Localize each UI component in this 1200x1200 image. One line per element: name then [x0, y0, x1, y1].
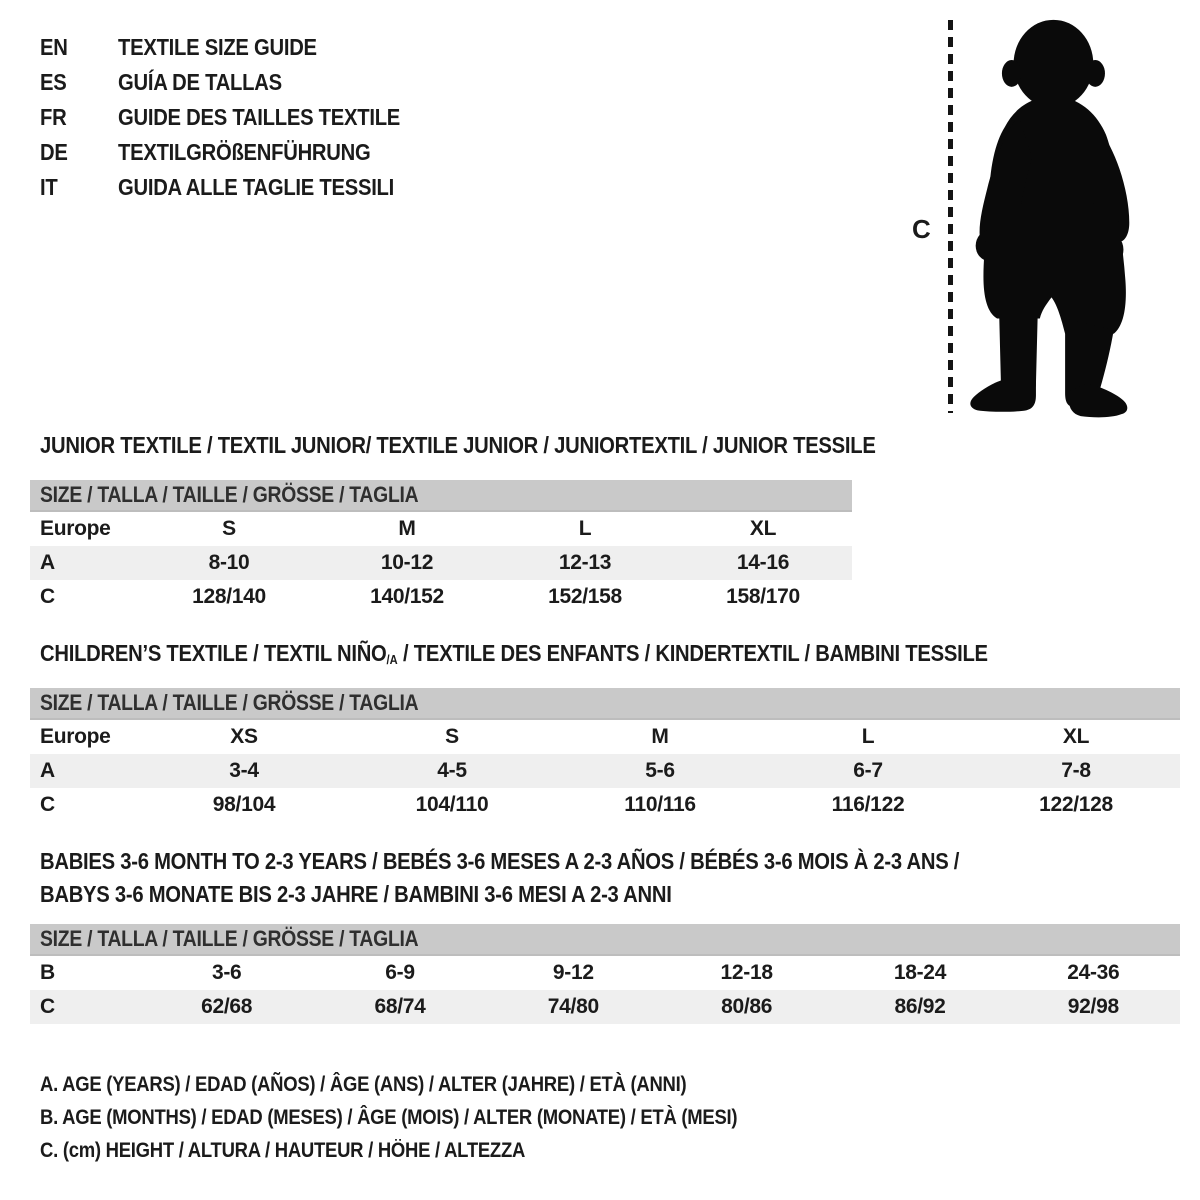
age-cell: 5-6	[556, 754, 764, 788]
language-code-fr: FR	[40, 104, 67, 130]
size-header-cell: SIZE / TALLA / TAILLE / GRÖSSE / TAGLIA	[30, 924, 1180, 955]
height-cell: 98/104	[212, 793, 276, 816]
babies-title-line1: BABIES 3-6 MONTH TO 2-3 YEARS / BEBÉS 3-6 MESES A 2-3 AÑOS / BÉBÉS 3-6 MOIS À 2-3 ANS /	[40, 848, 960, 874]
height-cell: 68/74	[313, 990, 486, 1024]
language-label-it: GUIDA ALLE TAGLIE TESSILI	[118, 174, 395, 200]
nino-a-subscript: /A	[386, 653, 398, 668]
row-label-cell: B	[40, 961, 55, 984]
row-label-cell: C	[30, 990, 140, 1024]
height-cell: 110/116	[624, 793, 696, 816]
age-cell: 12-13	[496, 546, 674, 580]
children-height-row	[30, 788, 1180, 822]
junior-section-title: JUNIOR TEXTILE / TEXTIL JUNIOR/ TEXTILE JUNIOR / JUNIORTEXTIL / JUNIOR TESSILE	[40, 432, 876, 458]
size-cell: S	[222, 517, 236, 540]
size-cell: XS	[230, 725, 258, 748]
months-cell: 6-9	[385, 961, 415, 984]
height-marker-label: C	[912, 214, 931, 244]
size-cell: L	[578, 517, 592, 540]
children-section-title: CHILDREN’S TEXTILE / TEXTIL $NIÑO_{/A}$ / TEXTILE DES ENFANTS / KINDERTEXTIL / BAMBINI TESSILE	[40, 640, 988, 668]
children-europe-row	[30, 719, 1180, 754]
row-label-cell: C	[40, 585, 55, 608]
height-cell: 122/128	[1039, 793, 1113, 816]
size-cell: M	[651, 725, 669, 748]
size-cell: XL	[749, 517, 777, 540]
language-code-it: IT	[40, 174, 58, 200]
months-cell: 9-12	[552, 961, 594, 984]
baby-silhouette-image	[964, 16, 1139, 418]
height-cell: 152/158	[548, 585, 622, 608]
height-cell: 128/140	[192, 585, 266, 608]
row-label-cell: A	[30, 754, 140, 788]
babies-size-table	[30, 924, 1180, 1024]
babies-title-line2: BABYS 3-6 MONATE BIS 2-3 JAHRE / BAMBINI 3-6 MESI A 2-3 ANNI	[40, 881, 672, 907]
children-size-table	[30, 688, 1180, 822]
height-cell: 80/86	[660, 990, 833, 1024]
age-cell: 14-16	[674, 546, 852, 580]
junior-age-row	[30, 546, 852, 580]
months-cell: 18-24	[893, 961, 947, 984]
legend-line-c: C. (cm) HEIGHT / ALTURA / HAUTEUR / HÖHE / ALTEZZA	[40, 1139, 526, 1162]
height-cell: 140/152	[370, 585, 444, 608]
size-cell: S	[445, 725, 459, 748]
row-label-cell: Europe	[40, 517, 111, 540]
language-label-fr: GUIDE DES TAILLES TEXTILE	[118, 104, 401, 130]
height-cell: 74/80	[487, 990, 660, 1024]
months-cell: 12-18	[720, 961, 773, 984]
size-cell: M	[398, 517, 416, 540]
age-cell: 8-10	[140, 546, 318, 580]
language-list	[40, 30, 439, 205]
height-cell: 62/68	[140, 990, 313, 1024]
babies-months-row	[30, 955, 1180, 990]
language-label-es: GUÍA DE TALLAS	[118, 69, 282, 95]
language-label-de: TEXTILGRÖßENFÜHRUNG	[118, 139, 371, 165]
age-cell: 6-7	[764, 754, 972, 788]
junior-table-header-row	[30, 480, 852, 511]
months-cell: 3-6	[211, 961, 242, 984]
legend-line-b: B. AGE (MONTHS) / EDAD (MESES) / ÂGE (MOIS) / ALTER (MONATE) / ETÀ (MESI)	[40, 1106, 738, 1129]
height-cell: 116/122	[831, 793, 905, 816]
language-row-it	[40, 170, 439, 205]
age-cell: 3-4	[140, 754, 348, 788]
size-header-cell: SIZE / TALLA / TAILLE / GRÖSSE / TAGLIA	[30, 480, 852, 511]
language-code-es: ES	[40, 69, 67, 95]
language-code-de: DE	[40, 139, 68, 165]
height-measure-dashed-line	[948, 20, 953, 413]
babies-height-row	[30, 990, 1180, 1024]
months-cell: 24-36	[1067, 961, 1120, 984]
height-cell: 158/170	[726, 585, 800, 608]
row-label-cell: C	[40, 793, 55, 816]
size-cell: XL	[1062, 725, 1090, 748]
babies-section-title	[40, 845, 1085, 911]
age-cell: 4-5	[348, 754, 556, 788]
age-cell: 7-8	[972, 754, 1180, 788]
height-cell: 104/110	[415, 793, 489, 816]
size-header-cell: SIZE / TALLA / TAILLE / GRÖSSE / TAGLIA	[30, 688, 1180, 719]
language-row-de	[40, 135, 439, 170]
children-age-row	[30, 754, 1180, 788]
legend-block	[40, 1068, 832, 1167]
junior-height-row	[30, 580, 852, 614]
height-cell: 92/98	[1007, 990, 1180, 1024]
language-row-en	[40, 30, 439, 65]
legend-line-a: A. AGE (YEARS) / EDAD (AÑOS) / ÂGE (ANS) / ALTER (JAHRE) / ETÀ (ANNI)	[40, 1073, 687, 1096]
row-label-cell: A	[30, 546, 140, 580]
age-cell: 10-12	[318, 546, 496, 580]
language-row-fr	[40, 100, 439, 135]
row-label-cell: Europe	[40, 725, 111, 748]
junior-europe-row	[30, 511, 852, 546]
children-table-header-row	[30, 688, 1180, 719]
height-cell: 86/92	[833, 990, 1006, 1024]
size-cell: L	[861, 725, 875, 748]
babies-table-header-row	[30, 924, 1180, 955]
language-label-en: TEXTILE SIZE GUIDE	[118, 34, 317, 60]
language-code-en: EN	[40, 34, 68, 60]
language-row-es	[40, 65, 439, 100]
junior-size-table	[30, 480, 852, 614]
